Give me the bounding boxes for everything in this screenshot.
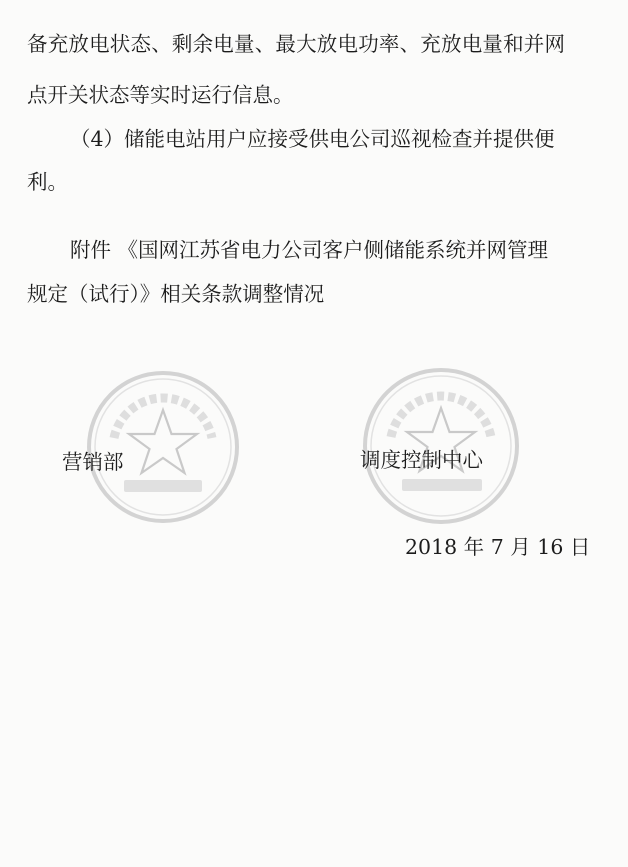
document-date: 2018 年 7 月 16 日 xyxy=(405,535,591,559)
body-line-4: 利。 xyxy=(27,170,68,194)
signature-dispatch-center: 调度控制中心 xyxy=(360,448,483,472)
body-line-2: 点开关状态等实时运行信息。 xyxy=(27,83,294,107)
attachment-line-2: 规定（试行）》相关条款调整情况 xyxy=(27,282,325,306)
signature-marketing-dept: 营销部 xyxy=(62,450,124,474)
body-line-3: （4）储能电站用户应接受供电公司巡视检查并提供便 xyxy=(70,127,555,151)
attachment-line-1: 附件 《国网江苏省电力公司客户侧储能系统并网管理 xyxy=(70,238,549,262)
official-seal-icon xyxy=(360,365,522,527)
body-line-1: 备充放电状态、剩余电量、最大放电功率、充放电量和并网 xyxy=(27,32,566,56)
official-seal-icon xyxy=(84,368,242,526)
